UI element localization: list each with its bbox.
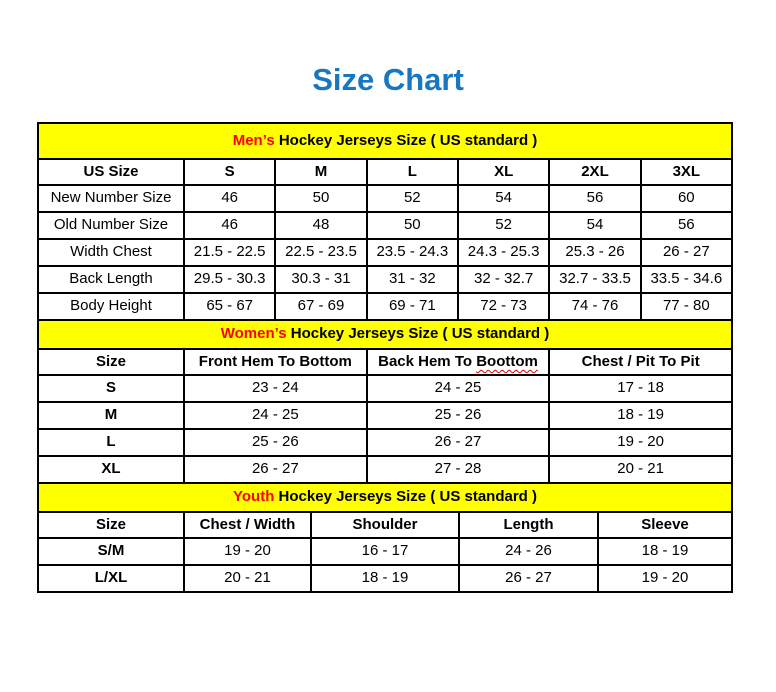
table-cell: 52 [458, 212, 549, 239]
table-row [38, 293, 732, 320]
youth-banner-text: Hockey Jerseys Size ( US standard ) [278, 488, 537, 506]
table-cell: 26 - 27 [367, 429, 550, 456]
table-cell: 50 [367, 212, 458, 239]
table-cell: 16 - 17 [311, 538, 459, 565]
table-row [38, 239, 732, 266]
womens-size-table [37, 319, 733, 484]
table-row [38, 320, 732, 349]
table-cell: 32.7 - 33.5 [549, 266, 640, 293]
table-cell: 26 - 27 [184, 456, 367, 483]
table-cell: 20 - 21 [549, 456, 732, 483]
row-label: M [38, 402, 184, 429]
table-cell: 60 [641, 185, 732, 212]
table-cell: 31 - 32 [367, 266, 458, 293]
header-cell: US Size [38, 159, 184, 185]
table-row [38, 483, 732, 512]
table-cell: 24 - 25 [367, 375, 550, 402]
table-cell: 17 - 18 [549, 375, 732, 402]
row-label: Body Height [38, 293, 184, 320]
header-cell: XL [458, 159, 549, 185]
table-cell: 24.3 - 25.3 [458, 239, 549, 266]
table-row [38, 266, 732, 293]
header-back-hem-text: Back Hem To [378, 352, 473, 370]
table-cell: 54 [549, 212, 640, 239]
header-cell: Shoulder [311, 512, 459, 538]
header-cell: L [367, 159, 458, 185]
table-cell: 56 [549, 185, 640, 212]
womens-section-banner [38, 320, 732, 349]
header-cell: 3XL [641, 159, 732, 185]
table-cell: 21.5 - 22.5 [184, 239, 275, 266]
table-cell: 19 - 20 [598, 565, 732, 592]
table-cell: 26 - 27 [459, 565, 598, 592]
table-cell: 25 - 26 [367, 402, 550, 429]
mens-section-banner [38, 123, 732, 159]
table-row [38, 565, 732, 592]
table-row [38, 402, 732, 429]
row-label: S/M [38, 538, 184, 565]
table-cell: 19 - 20 [184, 538, 311, 565]
table-cell: 19 - 20 [549, 429, 732, 456]
table-cell: 69 - 71 [367, 293, 458, 320]
table-cell: 25 - 26 [184, 429, 367, 456]
header-cell: M [275, 159, 366, 185]
table-cell: 20 - 21 [184, 565, 311, 592]
table-cell: 72 - 73 [458, 293, 549, 320]
row-label: L [38, 429, 184, 456]
table-header-row [38, 349, 732, 375]
table-cell: 33.5 - 34.6 [641, 266, 732, 293]
table-cell: 46 [184, 212, 275, 239]
table-cell: 67 - 69 [275, 293, 366, 320]
womens-banner-text: Hockey Jerseys Size ( US standard ) [290, 325, 550, 343]
table-cell: 46 [184, 185, 275, 212]
row-label: S [38, 375, 184, 402]
header-cell [367, 349, 550, 375]
header-cell: Length [459, 512, 598, 538]
table-cell: 18 - 19 [311, 565, 459, 592]
table-cell: 29.5 - 30.3 [184, 266, 275, 293]
table-cell: 18 - 19 [549, 402, 732, 429]
table-cell: 26 - 27 [641, 239, 732, 266]
table-cell: 18 - 19 [598, 538, 732, 565]
row-label: Old Number Size [38, 212, 184, 239]
header-cell: 2XL [549, 159, 640, 185]
womens-banner-highlight: Women’s [220, 325, 287, 343]
header-cell: Size [38, 349, 184, 375]
header-cell: Size [38, 512, 184, 538]
youth-size-table [37, 482, 733, 593]
table-cell: 50 [275, 185, 366, 212]
table-row [38, 375, 732, 402]
page-title: Size Chart [312, 62, 464, 97]
table-cell: 52 [367, 185, 458, 212]
table-cell: 24 - 25 [184, 402, 367, 429]
table-cell: 77 - 80 [641, 293, 732, 320]
table-row [38, 456, 732, 483]
mens-banner-highlight: Men’s [232, 131, 275, 149]
table-row [38, 212, 732, 239]
header-cell: S [184, 159, 275, 185]
table-cell: 23.5 - 24.3 [367, 239, 458, 266]
header-cell: Chest / Width [184, 512, 311, 538]
table-cell: 23 - 24 [184, 375, 367, 402]
table-row [38, 185, 732, 212]
header-cell: Front Hem To Bottom [184, 349, 367, 375]
table-cell: 32 - 32.7 [458, 266, 549, 293]
table-cell: 22.5 - 23.5 [275, 239, 366, 266]
table-cell: 56 [641, 212, 732, 239]
table-row [38, 429, 732, 456]
table-cell: 30.3 - 31 [275, 266, 366, 293]
mens-size-table [37, 122, 733, 321]
table-cell: 54 [458, 185, 549, 212]
table-cell: 74 - 76 [549, 293, 640, 320]
row-label: XL [38, 456, 184, 483]
table-cell: 65 - 67 [184, 293, 275, 320]
row-label: Back Length [38, 266, 184, 293]
table-header-row [38, 512, 732, 538]
header-back-hem-misspelling: Boottom [476, 352, 538, 370]
table-cell: 25.3 - 26 [549, 239, 640, 266]
youth-banner-highlight: Youth [233, 488, 275, 506]
row-label: Width Chest [38, 239, 184, 266]
table-cell: 48 [275, 212, 366, 239]
mens-banner-text: Hockey Jerseys Size ( US standard ) [278, 131, 538, 149]
table-cell: 24 - 26 [459, 538, 598, 565]
header-cell: Chest / Pit To Pit [549, 349, 732, 375]
table-row [38, 123, 732, 159]
size-chart-tables [37, 122, 733, 593]
row-label: L/XL [38, 565, 184, 592]
header-cell: Sleeve [598, 512, 732, 538]
table-row [38, 538, 732, 565]
table-cell: 27 - 28 [367, 456, 550, 483]
youth-section-banner [38, 483, 732, 512]
table-header-row [38, 159, 732, 185]
row-label: New Number Size [38, 185, 184, 212]
